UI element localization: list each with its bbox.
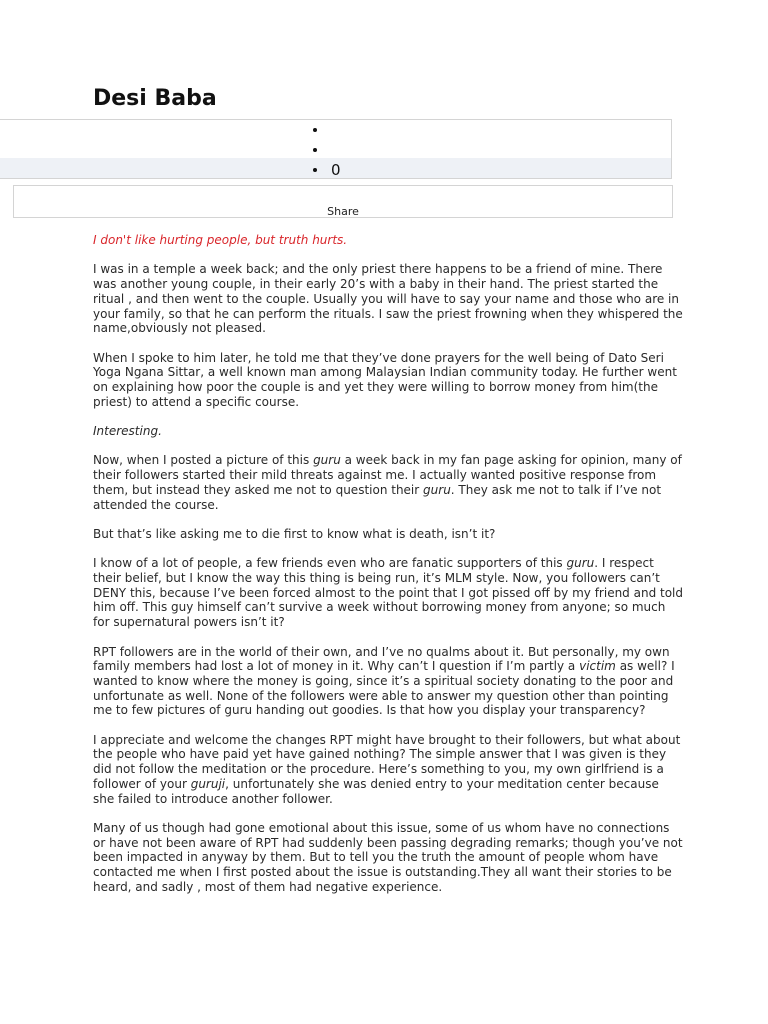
social-counter-box: [0, 119, 672, 179]
social-counter-list: [313, 120, 341, 180]
emphasis: victim: [579, 659, 616, 674]
share-count: 0: [331, 161, 341, 179]
counter-item-count[interactable]: [313, 160, 341, 180]
share-button[interactable]: Share: [327, 205, 359, 218]
page-title: Desi Baba: [93, 86, 217, 111]
counter-item[interactable]: [313, 120, 341, 140]
paragraph: When I spoke to him later, he told me that they’ve done prayers for the well being of Dato Seri Yoga Ngana Sittar, a well known man among Malaysian Indian community today. He further went on explaining how poor the couple is and yet they were willing to borrow money from him(the priest) to attend a specific course.: [93, 350, 677, 409]
emphasis: guru: [423, 482, 451, 497]
paragraph: But that’s like asking me to die first to know what is death, isn’t it?: [93, 526, 496, 541]
share-widget: [13, 185, 673, 218]
paragraph: [93, 424, 683, 439]
paragraph: I was in a temple a week back; and the only priest there happens to be a friend of mine. There was another young couple, in their early 20’s with a baby in their hand. The priest started the ritual , and then went to the couple. Usually you will have to say your name and those who are in your family, so that he can perform the rituals. I saw the priest frowning when they whispered the name,obviously not pleased.: [93, 262, 683, 336]
article-body: [93, 233, 683, 909]
counter-item[interactable]: [313, 140, 341, 160]
paragraph: Now, when I posted a picture of this guru a week back in my fan page asking for opinion, many of their followers started their mild threats against me. I actually wanted positive response from them, but instead they asked me not to question their guru. They ask me not to talk if I’ve not attended the course.: [93, 453, 682, 512]
emphasis: guru: [313, 453, 341, 468]
paragraph: I know of a lot of people, a few friends even who are fanatic supporters of this guru. I respect their belief, but I know the way this thing is being run, it’s MLM style. Now, you followers can’t DENY this, because I’ve been forced almost to the point that I got pissed off by my friend and told him off. This guy himself can’t survive a week without borrowing money from anyone; so much for supernatural powers isn’t it?: [93, 556, 684, 630]
paragraph: I appreciate and welcome the changes RPT might have brought to their followers, but what about the people who have paid yet have gained nothing? The simple answer that I was given is they did not follow the meditation or the procedure. Here’s something to you, my own girlfriend is a follower of your guruji, unfortunately she was denied entry to your meditation center because she failed to introduce another follower.: [93, 732, 681, 806]
emphasis: guruji: [190, 776, 226, 791]
emphasis: Interesting.: [93, 424, 162, 439]
paragraph: Many of us though had gone emotional about this issue, some of us whom have no connections or have not been aware of RPT had suddenly been passing degrading remarks; though you’ve not been impacted in anyway by them. But to tell you the truth the amount of people whom have contacted me when I first posted about the issue is outstanding.They all want their stories to be heard, and sadly , most of them had negative experience.: [93, 820, 683, 894]
article-quote: I don't like hurting people, but truth hurts.: [93, 233, 348, 247]
emphasis: guru: [566, 556, 595, 571]
paragraph: RPT followers are in the world of their own, and I’ve no qualms about it. But personally, my own family members had lost a lot of money in it. Why can’t I question if I’m partly a victim as well? I wanted to know where the money is going, since it’s a spiritual society donating to the poor and unfortunate as well. None of the followers were able to answer my question other than pointing me to few pictures of guru handing out goodies. Is that how you display your transparency?: [93, 644, 675, 718]
